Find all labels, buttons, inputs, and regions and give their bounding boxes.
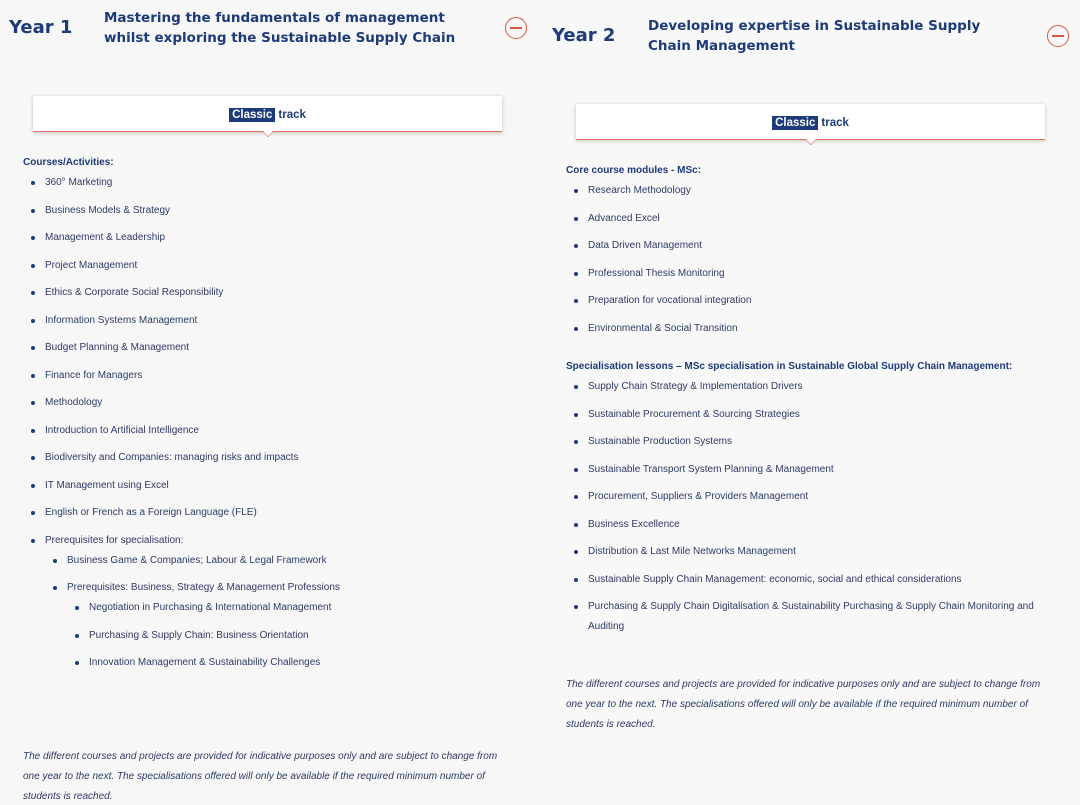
list-item: Research Methodology [566,181,1066,209]
list-item: Management & Leadership [23,228,523,256]
year2-disclaimer: The different courses and projects are provided for indicative purposes only and are subject to change from one year to the next. The specialisations offered will only be available if the required minimum number of students is reached. [566,679,1041,730]
list-item: Ethics & Corporate Social Responsibility [23,283,523,311]
year1-course-list [23,173,523,681]
year2-heading: Developing expertise in Sustainable Supply Chain Management [648,18,981,54]
year2-specialisation-list [566,377,1046,645]
list-item: Project Management [23,256,523,284]
year1-label: Year 1 [9,17,73,38]
track-label: Classic track [772,117,849,129]
list-item: Purchasing & Supply Chain Digitalisation & Sustainability Purchasing & Supply Chain Monitoring and Auditing [566,597,1046,645]
list-item: Sustainable Production Systems [566,432,1046,460]
list-item: Professional Thesis Monitoring [566,264,1066,292]
list-item: Sustainable Procurement & Sourcing Strategies [566,405,1046,433]
track-label: Classic track [229,109,306,121]
list-item: English or French as a Foreign Language (FLE) [23,503,523,531]
list-item: Biodiversity and Companies: managing risks and impacts [23,448,523,476]
list-item: Sustainable Transport System Planning & Management [566,460,1046,488]
list-item: Introduction to Artificial Intelligence [23,421,523,449]
core-modules-label: Core course modules - MSc: [566,165,702,176]
year2-core-list [566,181,1066,346]
list-item: Preparation for vocational integration [566,291,1066,319]
list-item: Negotiation in Purchasing & International Management [23,598,523,626]
year1-track-tab[interactable] [33,96,502,132]
list-item: Methodology [23,393,523,421]
list-item: IT Management using Excel [23,476,523,504]
year2-label: Year 2 [552,25,616,46]
year1-disclaimer: The different courses and projects are provided for indicative purposes only and are subject to change from one year to the next. The specialisations offered will only be available if the required minimum number of students is reached. [23,751,498,802]
list-item: Advanced Excel [566,209,1066,237]
year2-collapse-icon[interactable] [1047,25,1069,47]
list-item: Finance for Managers [23,366,523,394]
year1-heading: Mastering the fundamentals of management whilst exploring the Sustainable Supply Chain [104,10,456,46]
specialisation-label: Specialisation lessons – MSc specialisation in Sustainable Global Supply Chain Management: [566,361,1013,372]
year2-panel [540,0,1080,805]
list-item: Information Systems Management [23,311,523,339]
list-item: Business Excellence [566,515,1046,543]
list-item: Prerequisites for specialisation: [23,531,523,551]
list-item: Data Driven Management [566,236,1066,264]
list-item: Business Models & Strategy [23,201,523,229]
list-item: Innovation Management & Sustainability Challenges [23,653,523,681]
list-item: Environmental & Social Transition [566,319,1066,347]
list-item: Supply Chain Strategy & Implementation Drivers [566,377,1046,405]
list-item: Purchasing & Supply Chain: Business Orientation [23,626,523,654]
courses-label: Courses/Activities: [23,157,114,168]
track-caret-icon [805,135,815,145]
list-item: Business Game & Companies; Labour & Legal Framework [23,551,523,579]
year2-track-tab[interactable] [576,104,1045,140]
list-item: Budget Planning & Management [23,338,523,366]
list-item: Prerequisites: Business, Strategy & Management Professions [23,578,523,598]
list-item: Procurement, Suppliers & Providers Management [566,487,1046,515]
list-item: Sustainable Supply Chain Management: economic, social and ethical considerations [566,570,1046,598]
list-item: 360° Marketing [23,173,523,201]
list-item: Distribution & Last Mile Networks Management [566,542,1046,570]
year1-collapse-icon[interactable] [505,17,527,39]
track-caret-icon [262,127,272,137]
